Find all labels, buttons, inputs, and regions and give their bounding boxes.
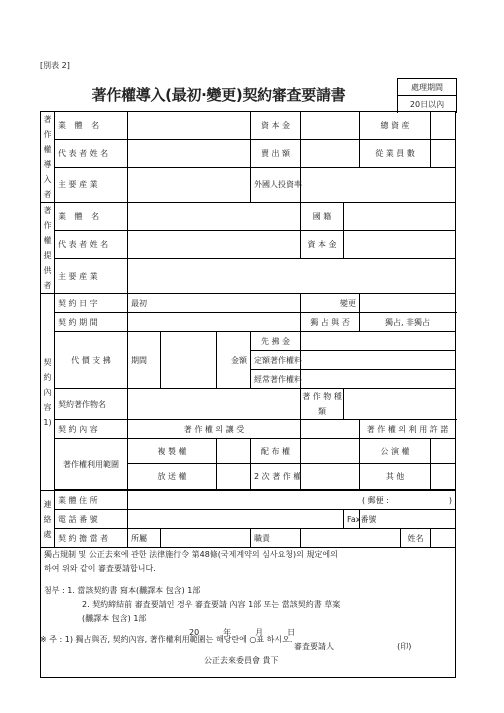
introducer-assets-label: 總 資 産	[360, 112, 431, 140]
attachment-2: 2. 契約締結前 審査要請인 경우 審査要請 內容 1部 또는 當該契約書 草案	[82, 600, 341, 609]
statement-line-1: 獨占規制 및 公正去來에 관한 法律施行令 第48條(국제계약의 심사요청)의 規定에의	[44, 550, 338, 559]
exclusivity-label: 獨 占 與 否	[301, 313, 360, 332]
performance-right-field[interactable]	[431, 439, 456, 464]
introducer-capital-label: 資 本 金	[251, 112, 301, 140]
introducer-capital-field[interactable]	[301, 112, 360, 140]
request-statement	[41, 548, 456, 678]
distribution-right-field[interactable]	[301, 439, 360, 464]
work-name-field[interactable]	[128, 389, 301, 420]
assignment-mark-field[interactable]	[301, 420, 360, 439]
request-form-table	[40, 111, 456, 678]
work-name-label: 契約著作物名	[55, 389, 128, 420]
royalty-field[interactable]	[301, 370, 456, 389]
section-label-char: 權	[43, 145, 52, 154]
section-label-char: 作	[43, 221, 52, 230]
department-field[interactable]	[161, 529, 251, 548]
attachment-1: 첨부 : 1. 當該契約書 寫本(飜譯本 包含) 1部	[44, 586, 201, 595]
provider-business-field[interactable]	[128, 259, 456, 294]
processing-box	[397, 78, 457, 113]
payment-period-field[interactable]	[161, 332, 217, 389]
introducer-section-label	[41, 112, 55, 203]
section-label-char: 作	[43, 130, 52, 139]
attachment-2-cont: (飜譯本 包含) 1部	[82, 614, 147, 623]
provider-company-field[interactable]	[128, 203, 301, 231]
section-label-char: 1)	[43, 417, 52, 427]
broadcast-right-label: 放 送 權	[128, 464, 217, 490]
section-label-char: 容	[43, 402, 52, 412]
exclusivity-options[interactable]: 獨占, 非獨占	[360, 313, 456, 332]
address-label: 業 體 住 所	[55, 491, 128, 510]
position-label: 職責	[251, 529, 301, 548]
provider-representative-label: 代 表 者 姓 名	[55, 231, 128, 259]
assignment-option[interactable]: 著 作 權 의 讓 受	[128, 420, 301, 439]
contract-section-label	[41, 294, 55, 491]
contract-change-field[interactable]	[360, 294, 456, 313]
derivative-right-label: 2 次 著 作 權	[251, 464, 301, 490]
introducer-foreign-ratio-field[interactable]	[301, 167, 456, 202]
contact-section-label	[41, 491, 55, 548]
other-right-field[interactable]	[431, 464, 456, 490]
section-label-char: 處	[43, 529, 52, 539]
section-label-char: 供	[43, 266, 52, 275]
processing-value: 20日以內	[409, 99, 445, 109]
contract-change-label: 變更	[301, 294, 360, 313]
section-label-char: 提	[43, 251, 52, 260]
introducer-company-label: 業 體 名	[55, 112, 128, 140]
provider-capital-label: 資 本 金	[301, 231, 344, 259]
introducer-employees-label: 從 業 員 數	[360, 139, 431, 167]
contract-date-label: 契 約 日 字	[55, 294, 128, 313]
postal-code-label: ( 郵便 :	[361, 495, 389, 505]
broadcast-right-field[interactable]	[217, 464, 251, 490]
distribution-right-label: 配 布 權	[251, 439, 301, 464]
advance-field[interactable]	[301, 332, 456, 351]
name-field[interactable]	[431, 529, 456, 548]
section-label-char: 約	[43, 372, 52, 382]
form-tag: [別表 2]	[40, 61, 70, 70]
introducer-sales-field[interactable]	[301, 139, 360, 167]
introducer-sales-label: 賣 出 額	[251, 139, 301, 167]
introducer-foreign-ratio-label: 外國人投資率	[251, 167, 301, 202]
addressee: 公正去來委員會 貴下	[204, 656, 279, 665]
reproduction-right-field[interactable]	[217, 439, 251, 464]
address-field[interactable]: ( 郵便 : )	[128, 491, 456, 510]
introducer-employees-field[interactable]	[431, 139, 456, 167]
section-label-char: 導	[43, 160, 52, 169]
scope-label: 著作權利用範圍	[55, 439, 128, 490]
responsible-label: 契 約 擔 當 者	[55, 529, 128, 548]
contract-period-field[interactable]	[128, 313, 301, 332]
introducer-representative-field[interactable]	[128, 139, 251, 167]
introducer-company-field[interactable]	[128, 112, 251, 140]
work-type-label: 著 作 物 種 類	[301, 389, 344, 420]
section-label-char: 者	[43, 281, 52, 290]
fax-label: Fax番號	[344, 510, 360, 529]
fixed-fee-field[interactable]	[301, 351, 456, 370]
section-label-char: 著	[43, 206, 52, 215]
advance-label: 先 拂 金	[251, 332, 301, 351]
other-right-label: 其 他	[360, 464, 431, 490]
introducer-business-field[interactable]	[128, 167, 251, 202]
section-label-char: 權	[43, 236, 52, 245]
form-title: 著作權導入(最初·變更)契約審査要請書	[91, 85, 346, 104]
payment-label: 代 價 支 拂	[55, 332, 128, 389]
section-label-char: 絡	[43, 514, 52, 524]
provider-business-label: 主 要 産 業	[55, 259, 128, 294]
introducer-assets-field[interactable]	[431, 112, 456, 140]
department-label: 所屬	[128, 529, 161, 548]
reproduction-right-label: 複 製 權	[128, 439, 217, 464]
provider-section-label	[41, 203, 55, 294]
royalty-label: 經常著作權料	[251, 370, 301, 389]
fixed-fee-label: 定額著作權料	[251, 351, 301, 370]
phone-label: 電 話 番 號	[55, 510, 128, 529]
section-label-char: 契	[43, 357, 52, 367]
date-line: 20 年 月 日	[189, 628, 296, 637]
contract-initial-label: 最初	[131, 298, 147, 308]
section-label-char: 入	[43, 175, 52, 184]
provider-company-label: 業 體 名	[55, 203, 128, 231]
section-label-char: 連	[43, 499, 52, 509]
processing-label: 處理期間	[398, 79, 456, 96]
provider-nationality-field[interactable]	[344, 203, 456, 231]
performance-right-label: 公 演 權	[360, 439, 431, 464]
license-option[interactable]: 著 作 權 의 利 用 許 諾	[360, 420, 456, 439]
seal-mark: (印)	[397, 642, 412, 651]
provider-capital-field[interactable]	[344, 231, 456, 259]
section-label-char: 者	[43, 190, 52, 199]
introducer-representative-label: 代 表 者 姓 名	[55, 139, 128, 167]
payment-period-label: 期間	[128, 332, 161, 389]
statement-line-2: 하여 위와 같이 審査要請합니다.	[44, 564, 156, 573]
introducer-business-label: 主 要 産 業	[55, 167, 128, 202]
provider-nationality-label: 國 籍	[301, 203, 344, 231]
derivative-right-field[interactable]	[301, 464, 360, 490]
contract-initial-cell[interactable]	[128, 294, 301, 313]
footnote: ※ 주 : 1) 獨占與否, 契約內容, 著作權利用範圍는 해당란에 ○표 하시오.	[40, 635, 293, 644]
provider-representative-field[interactable]	[128, 231, 301, 259]
section-label-char: 內	[43, 387, 52, 397]
payment-amount-label: 金額	[217, 332, 251, 389]
phone-field[interactable]	[128, 510, 344, 529]
work-type-field[interactable]	[344, 389, 456, 420]
contract-period-label: 契 約 期 間	[55, 313, 128, 332]
section-label-char: 著	[43, 115, 52, 124]
requester-label: 審査要請人	[294, 642, 334, 651]
name-label: 姓名	[401, 529, 431, 548]
position-field[interactable]	[301, 529, 401, 548]
contract-content-label: 契 約 內 容	[55, 420, 128, 439]
